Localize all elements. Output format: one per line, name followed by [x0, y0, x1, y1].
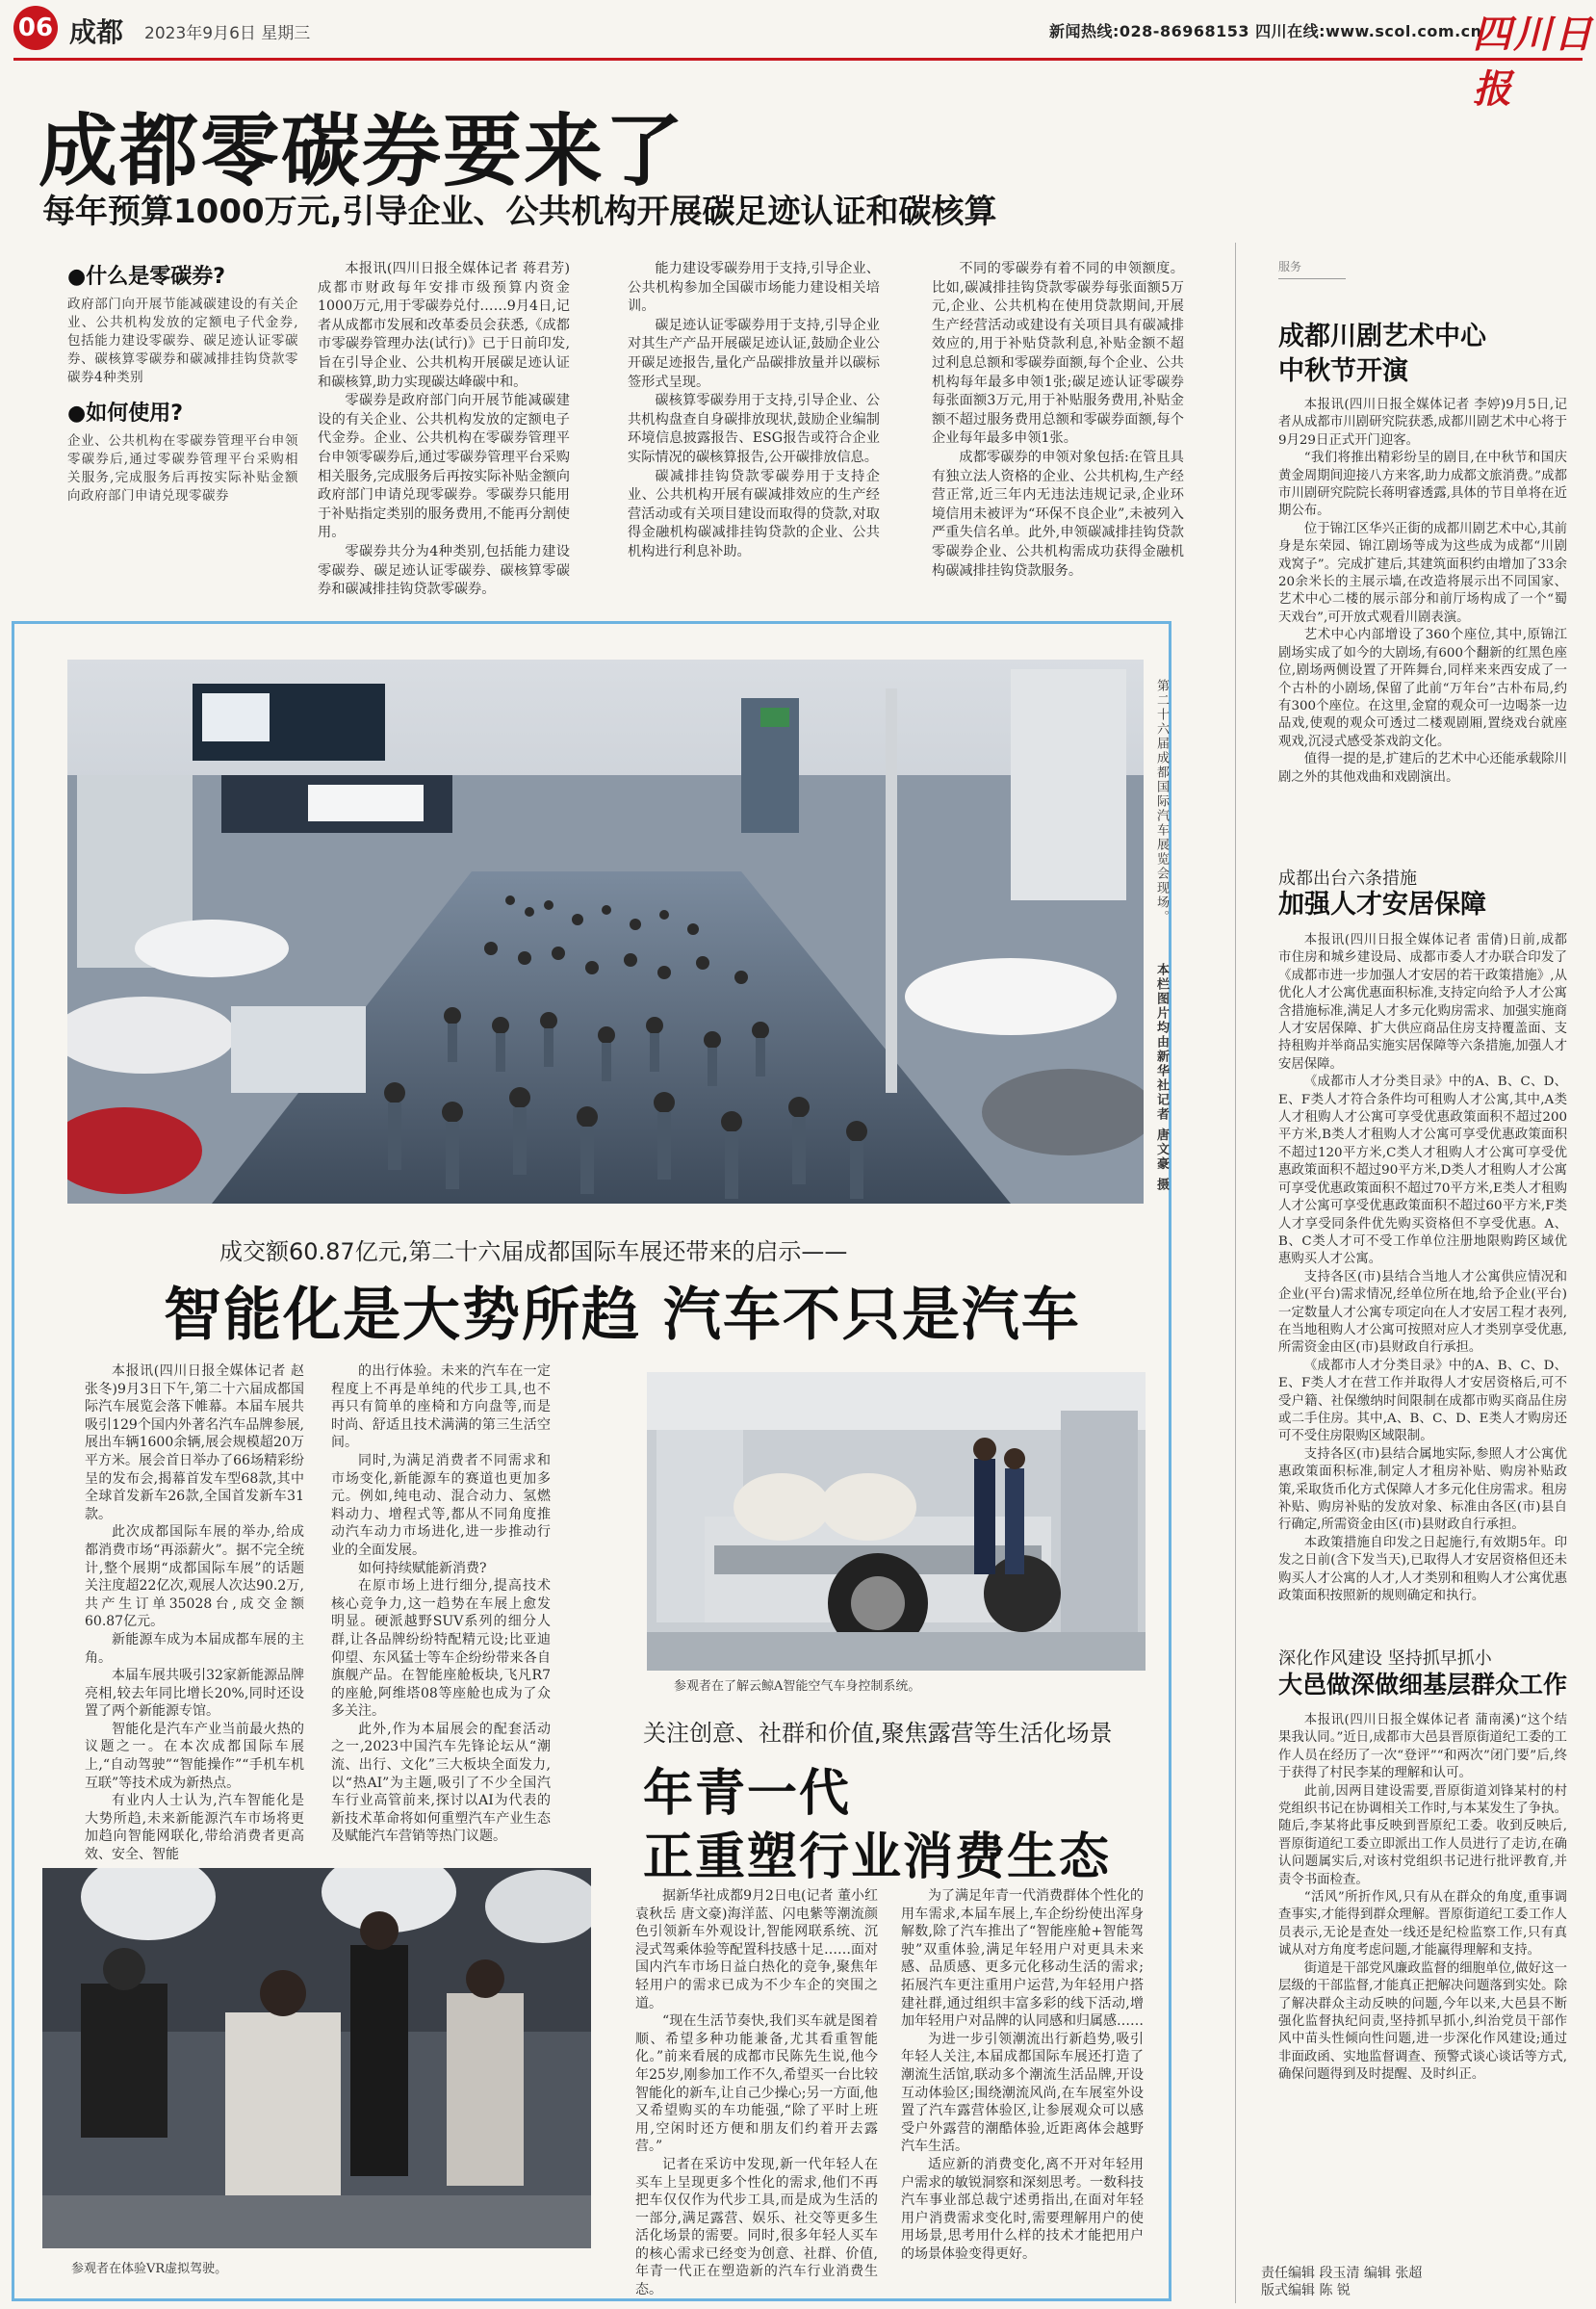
page-header: [0, 0, 1596, 112]
paragraph: 本报讯(四川日报全媒体记者 蒋君芳)成都市财政每年安排市级预算内资金1000万元,用于零碳券兑付……9月4日,记者从成都市发展和改革委员会获悉,《成都市零碳券管理办法(试行)》已于日前印发,旨在引导企业、公共机构开展碳足迹认证和碳核算,助力实现碳达峰碳中和。: [318, 261, 570, 390]
paragraph: 零碳券共分为4种类别,包括能力建设零碳券、碳足迹认证零碳券、碳核算零碳券和碳减排挂钩贷款零碳券。: [318, 543, 570, 598]
paragraph: 位于锦江区华兴正街的成都川剧艺术中心,其前身是东荣园、锦江剧场等成为这些成为成都“川剧戏窝子”。完成扩建后,其建筑面积约由增加了33余20余米长的主展示墙,在改造将展示出不同国家、艺术中心二楼的展示部分和前厅场构成了一个“蜀天戏台”,可开放式观看川剧表演。: [1278, 521, 1567, 625]
article2-kicker: 成都出台六条措施: [1278, 869, 1417, 889]
article2-title: 加强人才安居保障: [1278, 890, 1486, 920]
paragraph: 有业内人士认为,汽车智能化是大势所趋,未来新能源汽车市场将更加趋向智能网联化,带给消费者更高效、安全、智能: [85, 1793, 304, 1863]
paragraph: 零碳券是政府部门向开展节能减碳建设的有关企业、公共机构发放的定额电子代金券。企业、公共机构在零碳券管理平台申领零碳券后,通过零碳券管理平台采购相关服务,完成服务后再按实际补贴金额向政府部门申请兑现零碳券。零碳券只能用于补贴指定类别的服务费用,不能再分割使用。: [318, 393, 570, 541]
column-divider: [1235, 243, 1236, 2303]
page-number-badge: 06: [13, 6, 58, 50]
paragraph: 本报讯(四川日报全媒体记者 赵张冬)9月3日下午,第二十六届成都国际汽车展览会落下帷幕。本届车展共吸引129个国内外著名汽车品牌参展,展出车辆1600余辆,展会规模超20万平方米。展会首日举办了66场精彩纷呈的发布会,揭幕首发车型68款,其中全球首发新车26款,全国首发新车31款。: [85, 1363, 304, 1522]
paragraph: 此前,因两目建设需要,晋原街道刘锋某村的村党组织书记在协调相关工作时,与本某发生了争执。随后,李某将此事反映到晋原纪工委。收到反映后,晋原街道纪工委立即派出工作人员进行了走访,在确认问题属实后,对该村党组织书记进行批评教育,并责令书面检查。: [1278, 1783, 1567, 1887]
feature-column-1: [85, 1362, 304, 1864]
feature2-title-line2: 正重塑行业消费生态: [643, 1829, 1112, 1886]
issue-date: 2023年9月6日 星期三: [144, 24, 311, 43]
editor-credits: [1261, 2265, 1422, 2299]
paragraph: 本报讯(四川日报全媒体记者 李婷)9月5日,记者从成都市川剧研究院获悉,成都川剧艺术中心将于9月29日正式开门迎客。: [1278, 398, 1567, 448]
article3-title: 大邑做深做细基层群众工作: [1278, 1671, 1568, 1699]
paragraph: 适应新的消费变化,离不开对年轻用户需求的敏锐洞察和深刻思考。一数科技汽车事业部总裁宁述勇指出,在面对年轻用户消费需求变化时,需要理解用户的使用场景,思考用什么样的技术才能把用户的场景体验变得更好。: [901, 2156, 1144, 2262]
qa-answer-2: 企业、公共机构在零碳券管理平台申领零碳券后,通过零碳券管理平台采购相关服务,完成服务后再按实际补贴金额向政府部门申请兑现零碳券: [67, 433, 298, 504]
paragraph: 不同的零碳券有着不同的申领额度。比如,碳减排挂钩贷款零碳券每张面额5万元,企业、公共机构在使用贷款期间,开展生产经营活动或建设有关项目具有碳减排效应的,用于补贴贷款利息,补贴金额不超过利息总额和零碳券面额,每个企业、公共机构每年最多申领1张;碳足迹认证零碳券每张面额3万元,用于补贴服务费用,补贴金额不超过服务费用总额和零碳券面额,每个企业每年最多申领1张。: [932, 261, 1184, 447]
paragraph: 在原市场上进行细分,提高技术核心竞争力,这一趋势在车展上愈发明显。硬派越野SUV系列的细分人群,让各品牌纷纷特配精元设;比亚迪仰望、东风猛士等车企纷纷带来各自旗舰产品。在智能座舱板块,飞凡R7的座舱,阿维塔08等座舱也成为了众多关注。: [331, 1578, 551, 1720]
paragraph: 此外,作为本届展会的配套活动之一,2023中国汽车先锋论坛从“潮流、出行、文化”三大板块全面发力,以“热AI”为主题,吸引了不少全国汽车行业高管前来,探讨以AI为代表的新技术革命将如何重塑汽车产业生态及赋能汽车营销等热门议题。: [331, 1721, 551, 1845]
vr-driving-illustration: [42, 1868, 591, 2248]
photo3-caption: 参观者在体验VR虚拟驾驶。: [71, 2262, 228, 2276]
article1-title-line2: 中秋节开演: [1278, 356, 1408, 386]
paragraph: 街道是干部党风廉政监督的细胞单位,做好这一层级的干部监督,才能真正把解决问题落到实处。除了解决群众主动反映的问题,今年以来,大邑县不断强化监督执纪问责,坚持抓早抓小,纠治党员干部作风中苗头性倾向性问题,进一步深化作风建设;通过非面政函、实地监督调查、预警式谈心谈话等方式,确保问题得到及时提醒、及时纠正。: [1278, 1960, 1567, 2083]
paragraph: 此次成都国际车展的举办,给成都消费市场“再添薪火”。据不完全统计,整个展期“成都国际车展”的话题关注度超22亿次,观展人次达90.2万,共产生订单35028台,成交金额60.87亿元。: [85, 1524, 304, 1630]
article1-title-line1: 成都川剧艺术中心: [1278, 322, 1486, 351]
vr-driving-photo: [42, 1868, 591, 2248]
paragraph: 值得一提的是,扩建后的艺术中心还能承载除川剧之外的其他戏曲和戏剧演出。: [1278, 752, 1567, 785]
feature-headline: 智能化是大势所趋 汽车不只是汽车: [164, 1282, 1081, 1349]
paragraph: 支持各区(市)县结合当地人才公寓供应情况和企业(平台)需求情况,经单位所在地,给予企业(平台)一定数量人才公寓专项定向在人才安居工程才表列,在当地租购人才公寓可按照对应人才类别享受优惠,所需资金由区(市)县财政自行承担。: [1278, 1269, 1567, 1356]
paragraph: 本报讯(四川日报全媒体记者 雷倩)日前,成都市住房和城乡建设局、成都市委人才办联合印发了《成都市进一步加强人才安居的若干政策措施》,从优化人才公寓优惠面积标准,支持定向给予人才公寓含措施标准,满足人才多元化购房需求、加强实施商人才安居保障、扩大供应商品住房支持覆盖面、支持租购并举商品实施实居保障等六条措施,加强人才安居保障。: [1278, 933, 1567, 1072]
paragraph: 据新华社成都9月2日电(记者 董小红 袁秋岳 唐文豪)海洋蓝、闪电紫等潮流颜色引领新车外观设计,智能网联系统、沉浸式驾乘体验等配置科技感十足……面对国内汽车市场日益白热化的竞争,聚焦年轻用户的需求已成为不少车企的突围之道。: [635, 1888, 878, 2011]
paragraph: 记者在采访中发现,新一代年轻人在买车上呈现更多个性化的需求,他们不再把车仅仅作为代步工具,而是成为生活的一部分,满足露营、娱乐、社交等更多生活化场景的需要。同时,很多年轻人买车的核心需求已经变为创意、社群、价值,年青一代正在塑造新的汽车行业消费生态。: [635, 2156, 878, 2298]
article2-body: [1278, 932, 1567, 1605]
feature2-column-1: [635, 1887, 878, 2299]
paragraph: 《成都市人才分类目录》中的A、B、C、D、E、F类人才在营工作并取得人才安居资格后,可不受户籍、社保缴纳时间限制在成都市购买商品住房或二手住房。其中,A、B、C、D、E类人才购房还可不受住房限购区域限制。: [1278, 1358, 1567, 1444]
qa-question-2: ●如何使用?: [67, 402, 183, 426]
feature2-column-2: [901, 1887, 1144, 2263]
paragraph: 碳足迹认证零碳券用于支持,引导企业对其生产产品开展碳足迹认证,鼓励企业公开碳足迹报告,量化产品碳排放量并以碳标签形式呈现。: [628, 317, 880, 390]
paragraph: “现在生活节奏快,我们买车就是图着顺、希望多种功能兼备,尤其看重智能化。”前来看展的成都市民陈先生说,他今年25岁,刚参加工作不久,希望买一台比较智能化的新车,让自己少操心;另一方面,他又希望购买的车功能强,“除了平时上班用,空闲时还方便和朋友们约着开去露营。”: [635, 2013, 878, 2155]
header-rule: [13, 58, 1583, 61]
paragraph: “我们将推出精彩纷呈的剧目,在中秋节和国庆黄金周期间迎接八方来客,助力成都文旅消费。”成都市川剧研究院院长蒋明睿透露,具体的节目单将在近期公布。: [1278, 451, 1567, 519]
paragraph: “活风”所折作风,只有从在群众的角度,重事调查事实,才能得到群众理解。晋原街道纪工委工作人员表示,无论是查处一线还是纪检监察工作,只有真诚从对方角度考虑问题,才能赢得理解和支持。: [1278, 1890, 1567, 1959]
chassis-display-photo: [647, 1372, 1146, 1671]
paragraph: 的出行体验。未来的汽车在一定程度上不再是单纯的代步工具,也不再只有简单的座椅和方向盘等,而是时尚、舒适且技术满满的第三生活空间。: [331, 1363, 551, 1451]
chassis-display-illustration: [647, 1372, 1146, 1671]
paragraph: 为了满足年青一代消费群体个性化的用车需求,本届车展上,车企纷纷使出浑身解数,除了汽车推出了“智能座舱+智能驾驶”双重体验,满足年轻用户对更具未来感、品质感、更多元化移动生活的需求;拓展汽车更注重用户运营,为年轻用户搭建社群,通过组织丰富多彩的线下活动,增加年轻用户对品牌的认同感和归属感……: [901, 1888, 1144, 2030]
lead-column-3: [932, 260, 1184, 581]
paragraph: 本届车展共吸引32家新能源品牌亮相,较去年同比增长20%,同时还设置了两个新能源专馆。: [85, 1668, 304, 1720]
paragraph: 碳核算零碳券用于支持,引导企业、公共机构盘查自身碳排放现状,鼓励企业编制环境信息披露报告、ESG报告或符合企业实际情况的碳核算报告,公开碳排放信息。: [628, 393, 880, 465]
qa-question-1: ●什么是零碳券?: [67, 265, 225, 289]
lead-column-2: [628, 260, 880, 562]
auto-show-hall-illustration: [67, 660, 1144, 1204]
auto-show-hall-photo: [67, 660, 1144, 1204]
feature2-kicker: 关注创意、社群和价值,聚焦露营等生活化场景: [643, 1720, 1113, 1747]
editor-line-2: 版式编辑 陈 锐: [1261, 2283, 1351, 2298]
newspaper-logo: 四川日报: [1473, 12, 1594, 112]
paragraph: 如何持续赋能新消费?: [358, 1560, 487, 1576]
paragraph: 艺术中心内部增设了360个座位,其中,原锦江剧场实成了如今的大剧场,有600个翻新的红黑色座位,剧场两侧设置了开阵舞台,同样来来西安成了一个古朴的小剧场,保留了此前“万年台”古朴布局,约有300个座位。在这里,金窟的观众可一边喝茶一边品戏,使观的观众可透过二楼观剧厢,置绕戏台就座观戏,沉浸式感受茶戏韵文化。: [1278, 628, 1567, 749]
article3-kicker: 深化作风建设 坚持抓早抓小: [1278, 1648, 1492, 1669]
lead-subheadline: 每年预算1000万元,引导企业、公共机构开展碳足迹认证和碳核算: [42, 193, 997, 231]
paragraph: 本政策措施自印发之日起施行,有效期5年。印发之日前(含下发当天),已取得人才安居资格但还未购买人才公寓的人才,人才类别和租购人才公寓优惠政策面积按照新的规则确定和执行。: [1278, 1535, 1567, 1604]
qa-answer-1: 政府部门向开展节能减碳建设的有关企业、公共机构发放的定额电子代金券,包括能力建设零碳券、碳足迹认证零碳券、碳核算零碳券和碳减排挂钩贷款零碳券4种类别: [67, 297, 298, 385]
paragraph: 新能源车成为本届成都车展的主角。: [85, 1631, 304, 1666]
photo1-caption: 第二十六届成都国际汽车展览会现场。: [1154, 679, 1169, 924]
lead-column-1: [318, 260, 570, 600]
feature-column-2: [331, 1362, 551, 1846]
paragraph: 能力建设零碳券用于支持,引导企业、公共机构参加全国碳市场能力建设相关培训。: [628, 261, 880, 315]
feature2-title-line1: 年青一代: [643, 1765, 852, 1823]
hotline-info: 新闻热线:028-86968153 四川在线:www.scol.com.cn: [1049, 22, 1482, 40]
article3-body: [1278, 1712, 1567, 2085]
paragraph: 成都零碳券的申领对象包括:在管且具有独立法人资格的企业、公共机构,生产经营正常,近三年内无违法违规记录,企业环境信用未被评为“环保不良企业”,未被列入严重失信名单。此外,申领碳减排挂钩贷款零碳券企业、公共机构需成功获得金融机构碳减排挂钩贷款服务。: [932, 449, 1184, 579]
paragraph: 支持各区(市)县结合属地实际,参照人才公寓优惠政策面积标准,制定人才租房补贴、购房补贴政策,采取货币化方式保障人才多元化住房需求。租房补贴、购房补贴的发放对象、标准由各区(市)县自行确定,所需资金由区(市)县财政自行承担。: [1278, 1446, 1567, 1533]
article1-body: [1278, 397, 1567, 787]
paragraph: 《成都市人才分类目录》中的A、B、C、D、E、F类人才符合条件均可租购人才公寓,其中,A类人才租购人才公寓可享受优惠政策面积不超过200平方米,B类人才租购人才公寓可享受优惠政策面积不超过120平方米,C类人才租购人才公寓可享受优惠政策面积不超过90平方米,D类人才租购人才公寓可享受优惠政策面积不超过70平方米,E类人才租购人才公寓可享受优惠政策面积不超过60平方米,F类人才享受同条件优先购买资格但不享受优惠。A、B、C类人才可不受工作单位注册地限购跨区域优惠购买人才公寓。: [1278, 1075, 1567, 1267]
photo2-caption: 参观者在了解云鲸A智能空气车身控制系统。: [674, 1679, 921, 1694]
lead-headline: 成都零碳券要来了: [39, 106, 686, 197]
paragraph: 同时,为满足消费者不同需求和市场变化,新能源车的赛道也更加多元。例如,纯电动、混合动力、氢燃料动力、增程式等,都从不同角度推动汽车动力市场进化,进一步推动行业的全面发展。: [331, 1452, 551, 1558]
paragraph: 本报讯(四川日报全媒体记者 蒲南溪)“这个结果我认同。”近日,成都市大邑县晋原街道纪工委的工作人员在经历了一次“登评”“和两次”闭门要”后,终于获得了村民李某的理解和认可。: [1278, 1713, 1567, 1781]
service-tag: 服务: [1278, 258, 1346, 279]
paragraph: 碳减排挂钩贷款零碳券用于支持企业、公共机构开展有碳减排效应的生产经营活动或有关项目建设而取得的贷款,对取得金融机构碳减排挂钩贷款的企业、公共机构进行利息补助。: [628, 468, 880, 559]
lead-qa-box: [67, 258, 298, 515]
paragraph: 智能化是汽车产业当前最火热的议题之一。在本次成都国际车展上,“自动驾驶”“智能操作”“手机车机互联”等技术成为新热点。: [85, 1721, 304, 1791]
feature-kicker: 成交额60.87亿元,第二十六届成都国际车展还带来的启示——: [219, 1238, 848, 1265]
section-name: 成都: [69, 16, 124, 48]
photo-credit: 本栏图片均由新华社记者 唐文豪 摄: [1154, 963, 1169, 1193]
editor-line-1: 责任编辑 段玉清 编辑 张超: [1261, 2266, 1423, 2281]
paragraph: 为进一步引领潮流出行新趋势,吸引年轻人关注,本届成都国际车展还打造了潮流生活馆,联动多个潮流生活品牌,开设互动体验区;围绕潮流风尚,在车展室外设置了汽车露营体验区,让参展观众可以感受户外露营的潮酷体验,近距离体会越野汽车生活。: [901, 2031, 1144, 2155]
